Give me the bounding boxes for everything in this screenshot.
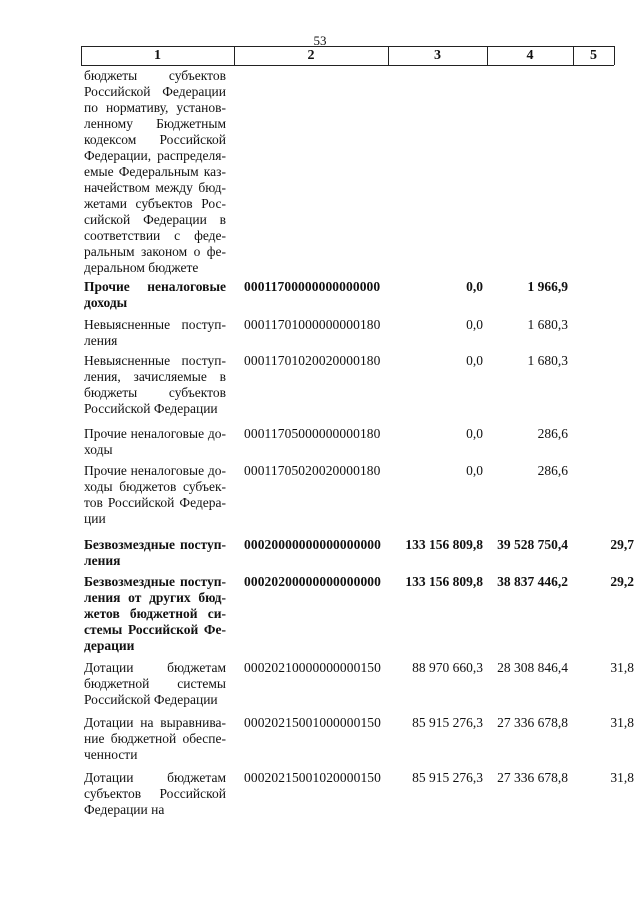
row-name-line: ления, зачисляемые в [84,369,226,384]
row-name-line: по нормативу, установ- [84,100,226,115]
row-name-line: жетами субъектов Рос- [84,196,226,211]
row-name-line: Невыясненные поступ- [84,353,226,368]
row-value-plan: 0,0 [466,317,483,332]
row-value-percent: 31,8 [610,770,634,785]
row-name-line: дерации [84,638,135,653]
row-value-plan: 0,0 [466,353,483,368]
table-header-rule [81,65,614,66]
row-value-actual: 1 680,3 [527,317,568,332]
row-name-line: Безвозмездные поступ- [84,574,226,589]
row-name-line: Российской Федерации [84,692,218,707]
column-header-3: 3 [434,48,441,63]
row-name [84,574,226,654]
row-name [84,715,226,763]
row-value-percent: 29,2 [610,574,634,589]
row-name-line: жетов бюджетной си- [84,606,226,621]
row-name-line: ченности [84,747,138,762]
row-value-actual: 38 837 446,2 [497,574,568,589]
row-value-plan: 133 156 809,8 [405,574,483,589]
row-code: 00020210000000000150 [244,660,381,675]
row-name-line: ления от других бюд- [84,590,226,605]
row-value-actual: 27 336 678,8 [497,715,568,730]
row-name-line: ние бюджетной обеспе- [84,731,226,746]
row-value-plan: 0,0 [466,463,483,478]
row-code: 00020215001020000150 [244,770,381,785]
row-name-line: деральном бюджете [84,260,199,275]
row-value-plan: 0,0 [466,279,483,294]
row-name-line: тов Российской Федера- [84,495,226,510]
row-value-actual: 286,6 [537,426,568,441]
row-name-line: Дотации бюджетам [84,660,226,675]
row-name-line: ходы бюджетов субъек- [84,479,226,494]
row-value-percent: 29,7 [610,537,634,552]
row-value-actual: 1 680,3 [527,353,568,368]
table-top-rule [81,46,614,47]
column-header-4: 4 [526,48,534,63]
row-name [84,68,226,276]
row-name-line: Безвозмездные поступ- [84,537,226,552]
row-name-line: ления [84,553,121,568]
row-code: 00011701020020000180 [244,353,381,368]
row-name-line: бюджеты субъектов [84,68,226,83]
row-value-percent: 31,8 [610,715,634,730]
row-name-line: бюджеты субъектов [84,385,226,400]
row-name-line: соответствии с феде- [84,228,226,243]
row-value-actual: 286,6 [537,463,568,478]
row-code: 00011705020020000180 [244,463,381,478]
row-name [84,426,226,458]
row-value-actual: 27 336 678,8 [497,770,568,785]
column-header-5: 5 [590,48,597,63]
row-value-actual: 28 308 846,4 [497,660,568,675]
row-name-line: Российской Федерации [84,84,226,99]
row-name [84,353,226,417]
row-name-line: Российской Федерации [84,401,218,416]
row-value-actual: 1 966,9 [527,279,568,294]
row-name-line: ленному Бюджетным [84,116,226,131]
row-name-line: ления [84,333,118,348]
row-value-plan: 133 156 809,8 [405,537,483,552]
row-name-line: Дотации на выравнива- [84,715,226,730]
row-code: 00011705000000000180 [244,426,381,441]
row-name-line: ходы [84,442,113,457]
column-header-1: 1 [154,48,161,63]
row-name-line: ральным законом о фе- [84,244,226,259]
row-name-line: ции [84,511,106,526]
row-name-line: Федерации, распределя- [84,148,226,163]
row-name [84,537,226,569]
row-code: 00011701000000000180 [244,317,381,332]
row-name-line: стемы Российской Фе- [84,622,226,637]
row-code: 00020215001000000150 [244,715,381,730]
row-name-line: субъектов Российской [84,786,226,801]
row-name [84,660,226,708]
row-name-line: Прочие неналоговые до- [84,426,226,441]
row-value-plan: 85 915 276,3 [412,715,483,730]
row-code: 00020200000000000000 [244,574,381,589]
row-name [84,770,226,818]
row-value-plan: 0,0 [466,426,483,441]
row-name [84,463,226,527]
row-code: 00011700000000000000 [244,279,381,294]
row-name-line: Прочие неналоговые до- [84,463,226,478]
row-name-line: Дотации бюджетам [84,770,226,785]
column-header-2: 2 [307,48,315,63]
row-name [84,317,226,349]
row-name-line: бюджетной системы [84,676,226,691]
row-code: 00020000000000000000 [244,537,381,552]
row-value-plan: 85 915 276,3 [412,770,483,785]
row-name-line: емые Федеральным каз- [84,164,226,179]
row-name-line: сийской Федерации в [84,212,226,227]
row-value-plan: 88 970 660,3 [412,660,483,675]
row-name-line: кодексом Российской [84,132,226,147]
row-name-line: начейством между бюд- [84,180,226,195]
page-number: 53 [313,33,327,48]
row-name [84,279,226,311]
row-name-line: Невыясненные поступ- [84,317,226,332]
row-value-actual: 39 528 750,4 [497,537,568,552]
row-value-percent: 31,8 [610,660,634,675]
row-name-line: доходы [84,295,128,310]
row-name-line: Прочие неналоговые [84,279,226,294]
row-name-line: Федерации на [84,802,165,817]
column-divider [614,46,615,65]
